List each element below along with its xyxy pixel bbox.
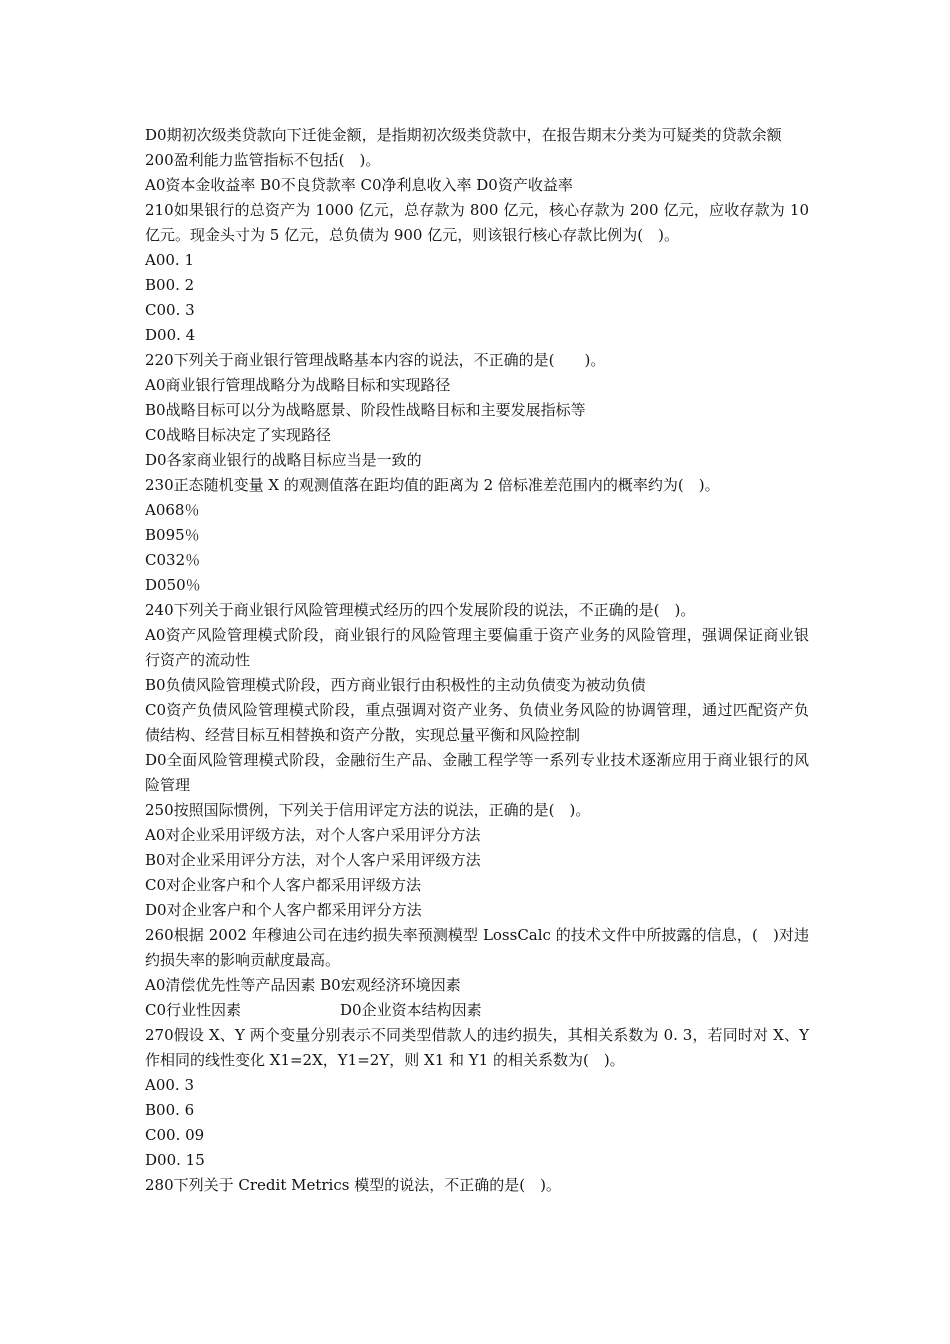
option-b: B095％ — [145, 526, 200, 544]
option-c: C00. 09 — [145, 1126, 205, 1144]
option-d: D0各家商业银行的战略目标应当是一致的 — [145, 451, 422, 469]
option-c: C0战略目标决定了实现路径 — [145, 426, 332, 444]
option-b: B0战略目标可以分为战略愿景、阶段性战略目标和主要发展指标等 — [145, 401, 586, 419]
question-26: 260根据 2002 年穆迪公司在违约损失率预测模型 LossCalc 的技术文件中所披露的信息，( )对违约损失率的影响贡献度最高。 — [145, 926, 809, 969]
text-line: D0期初次级类贷款向下迁徙金额，是指期初次级类贷款中，在报告期末分类为可疑类的贷款余额 — [145, 126, 782, 144]
option-b: B00. 2 — [145, 276, 195, 294]
option-a: A0对企业采用评级方法，对个人客户采用评分方法 — [145, 826, 481, 844]
question-20: 200盈利能力监管指标不包括( )。 — [145, 151, 381, 169]
option-d: D050％ — [145, 576, 201, 594]
option-d: D0对企业客户和个人客户都采用评分方法 — [145, 901, 422, 919]
option-c: C0对企业客户和个人客户都采用评级方法 — [145, 876, 422, 894]
options-line: A0资本金收益率 B0不良贷款率 C0净利息收入率 D0资产收益率 — [145, 176, 573, 194]
options-pair-line — [145, 998, 809, 1023]
option-b: B00. 6 — [145, 1101, 195, 1119]
option-c: C00. 3 — [145, 301, 195, 319]
question-28: 280下列关于 Credit Metrics 模型的说法，不正确的是( )。 — [145, 1176, 561, 1194]
option-d: D00. 15 — [145, 1151, 205, 1169]
option-a: A00. 3 — [145, 1076, 194, 1094]
option-c: C032％ — [145, 551, 201, 569]
option-b: B0对企业采用评分方法，对个人客户采用评级方法 — [145, 851, 481, 869]
question-25: 250按照国际惯例，下列关于信用评定方法的说法，正确的是( )。 — [145, 801, 591, 819]
option-a: A0商业银行管理战略分为战略目标和实现路径 — [145, 376, 451, 394]
option-c: C0行业性因素 — [145, 1001, 242, 1019]
option-a: A0资产风险管理模式阶段，商业银行的风险管理主要偏重于资产业务的风险管理，强调保证商业银行资产的流动性 — [145, 626, 809, 669]
question-24: 240下列关于商业银行风险管理模式经历的四个发展阶段的说法，不正确的是( )。 — [145, 601, 696, 619]
question-21: 210如果银行的总资产为 1000 亿元，总存款为 800 亿元，核心存款为 200 亿元，应收存款为 10 亿元。现金头寸为 5 亿元，总负债为 900 亿元，则该银行核心存款比例为( )。 — [145, 201, 809, 244]
option-d: D00. 4 — [145, 326, 196, 344]
option-a: A00. 1 — [145, 251, 194, 269]
option-b: B0负债风险管理模式阶段，西方商业银行由积极性的主动负债变为被动负债 — [145, 676, 646, 694]
question-22: 220下列关于商业银行管理战略基本内容的说法，不正确的是( )。 — [145, 351, 606, 369]
option-d: D0全面风险管理模式阶段，金融衍生产品、金融工程学等一系列专业技术逐渐应用于商业银行的风险管理 — [145, 751, 809, 794]
option-a: A068％ — [145, 501, 200, 519]
question-27: 270假设 X、Y 两个变量分别表示不同类型借款人的违约损失，其相关系数为 0. 3，若同时对 X、Y 作相同的线性变化 X1=2X，Y1=2Y，则 X1 和 Y1 的相关系数为( )。 — [145, 1026, 809, 1069]
question-23: 230正态随机变量 X 的观测值落在距均值的距离为 2 倍标准差范围内的概率约为( )。 — [145, 476, 720, 494]
options-line: A0清偿优先性等产品因素 B0宏观经济环境因素 — [145, 976, 461, 994]
option-c: C0资产负债风险管理模式阶段，重点强调对资产业务、负债业务风险的协调管理，通过匹配资产负债结构、经营目标互相替换和资产分散，实现总量平衡和风险控制 — [145, 701, 809, 744]
option-d: D0企业资本结构因素 — [340, 1001, 482, 1019]
document-page — [145, 123, 809, 1198]
